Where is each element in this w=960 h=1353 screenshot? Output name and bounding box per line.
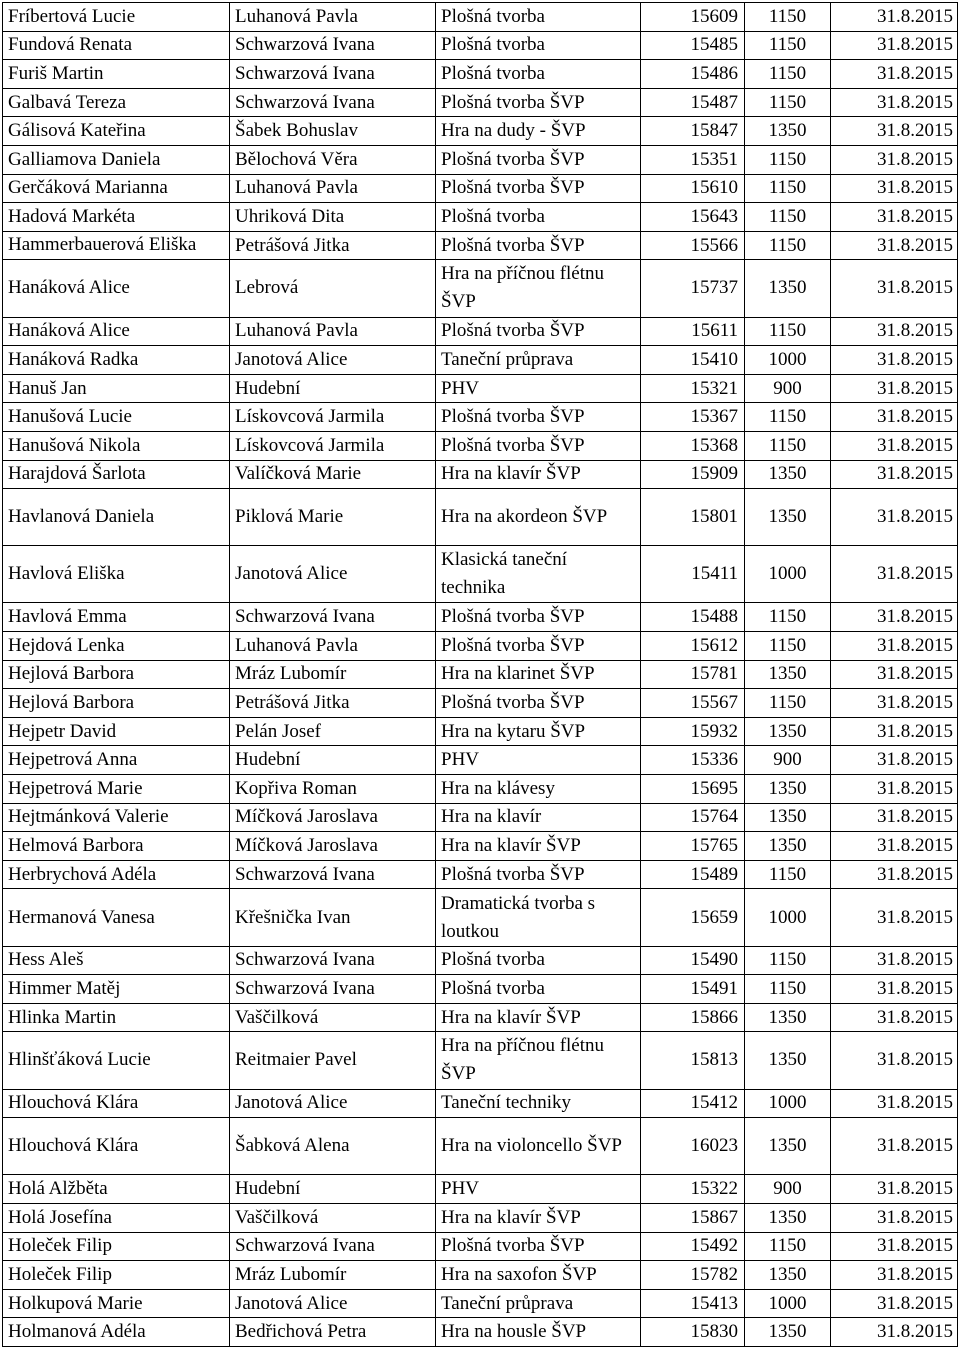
teacher-cell: Šabková Alena [230, 1118, 436, 1175]
code-cell: 15487 [641, 88, 745, 117]
subject-cell: Hra na akordeon ŠVP [436, 489, 641, 546]
teacher-cell: Schwarzová Ivana [230, 946, 436, 975]
teacher-cell: Schwarzová Ivana [230, 31, 436, 60]
date-cell: 31.8.2015 [831, 975, 958, 1004]
subject-cell: Plošná tvorba [436, 31, 641, 60]
code-cell: 15367 [641, 403, 745, 432]
date-cell: 31.8.2015 [831, 1289, 958, 1318]
table-row [3, 88, 958, 117]
amount-cell: 1150 [745, 317, 831, 346]
date-cell: 31.8.2015 [831, 260, 958, 317]
teacher-cell: Luhanová Pavla [230, 3, 436, 32]
student-name-cell: Gálisová Kateřina [3, 117, 230, 146]
student-name-cell: Hanáková Alice [3, 260, 230, 317]
amount-cell: 1150 [745, 403, 831, 432]
enrollment-table [2, 2, 958, 1347]
student-name-cell: Fundová Renata [3, 31, 230, 60]
code-cell: 16023 [641, 1118, 745, 1175]
amount-cell: 1150 [745, 860, 831, 889]
teacher-cell: Schwarzová Ivana [230, 60, 436, 89]
amount-cell: 1150 [745, 174, 831, 203]
teacher-cell: Hudební [230, 746, 436, 775]
code-cell: 15368 [641, 431, 745, 460]
date-cell: 31.8.2015 [831, 803, 958, 832]
code-cell: 15321 [641, 374, 745, 403]
code-cell: 15643 [641, 203, 745, 232]
amount-cell: 1350 [745, 775, 831, 804]
code-cell: 15764 [641, 803, 745, 832]
teacher-cell: Valíčková Marie [230, 460, 436, 489]
code-cell: 15566 [641, 231, 745, 260]
subject-cell: PHV [436, 374, 641, 403]
amount-cell: 1350 [745, 1032, 831, 1089]
amount-cell: 1350 [745, 1003, 831, 1032]
code-cell: 15610 [641, 174, 745, 203]
amount-cell: 1150 [745, 60, 831, 89]
table-row [3, 1289, 958, 1318]
date-cell: 31.8.2015 [831, 889, 958, 946]
table-row [3, 117, 958, 146]
student-name-cell: Havlová Emma [3, 603, 230, 632]
table-row [3, 145, 958, 174]
teacher-cell: Janotová Alice [230, 346, 436, 375]
date-cell: 31.8.2015 [831, 1089, 958, 1118]
amount-cell: 1150 [745, 603, 831, 632]
teacher-cell: Vaščilková [230, 1203, 436, 1232]
amount-cell: 1350 [745, 117, 831, 146]
code-cell: 15782 [641, 1261, 745, 1290]
teacher-cell: Lískovcová Jarmila [230, 431, 436, 460]
code-cell: 15410 [641, 346, 745, 375]
code-cell: 15847 [641, 117, 745, 146]
table-row [3, 1232, 958, 1261]
student-name-cell: Hejdová Lenka [3, 632, 230, 661]
subject-cell: Hra na klavír ŠVP [436, 1003, 641, 1032]
teacher-cell: Uhriková Dita [230, 203, 436, 232]
table-row [3, 60, 958, 89]
subject-cell: Plošná tvorba ŠVP [436, 317, 641, 346]
teacher-cell: Kopřiva Roman [230, 775, 436, 804]
date-cell: 31.8.2015 [831, 31, 958, 60]
table-row [3, 1175, 958, 1204]
table-row [3, 689, 958, 718]
table-row [3, 1261, 958, 1290]
student-name-cell: Hanuš Jan [3, 374, 230, 403]
table-row [3, 3, 958, 32]
subject-cell: Plošná tvorba [436, 946, 641, 975]
student-name-cell: Hanušová Lucie [3, 403, 230, 432]
date-cell: 31.8.2015 [831, 1118, 958, 1175]
student-name-cell: Hammerbauerová Eliška [3, 231, 230, 260]
date-cell: 31.8.2015 [831, 145, 958, 174]
date-cell: 31.8.2015 [831, 689, 958, 718]
student-name-cell: Holá Josefína [3, 1203, 230, 1232]
code-cell: 15612 [641, 632, 745, 661]
student-name-cell: Hanáková Alice [3, 317, 230, 346]
student-name-cell: Hadová Markéta [3, 203, 230, 232]
table-row [3, 1089, 958, 1118]
teacher-cell: Hudební [230, 374, 436, 403]
teacher-cell: Luhanová Pavla [230, 317, 436, 346]
date-cell: 31.8.2015 [831, 231, 958, 260]
amount-cell: 1350 [745, 1203, 831, 1232]
table-row [3, 632, 958, 661]
table-row [3, 1003, 958, 1032]
teacher-cell: Mráz Lubomír [230, 1261, 436, 1290]
student-name-cell: Hejpetrová Anna [3, 746, 230, 775]
date-cell: 31.8.2015 [831, 117, 958, 146]
date-cell: 31.8.2015 [831, 431, 958, 460]
subject-cell: Hra na violoncello ŠVP [436, 1118, 641, 1175]
code-cell: 15322 [641, 1175, 745, 1204]
teacher-cell: Mráz Lubomír [230, 660, 436, 689]
code-cell: 15486 [641, 60, 745, 89]
subject-cell: Hra na kytaru ŠVP [436, 717, 641, 746]
amount-cell: 1350 [745, 660, 831, 689]
student-name-cell: Hermanová Vanesa [3, 889, 230, 946]
code-cell: 15801 [641, 489, 745, 546]
date-cell: 31.8.2015 [831, 374, 958, 403]
code-cell: 15490 [641, 946, 745, 975]
teacher-cell: Petrášová Jitka [230, 231, 436, 260]
subject-cell: PHV [436, 746, 641, 775]
amount-cell: 1000 [745, 1089, 831, 1118]
subject-cell: Plošná tvorba [436, 3, 641, 32]
teacher-cell: Schwarzová Ivana [230, 603, 436, 632]
student-name-cell: Holmanová Adéla [3, 1318, 230, 1347]
subject-cell: PHV [436, 1175, 641, 1204]
subject-cell: Hra na příčnou flétnu ŠVP [436, 1032, 641, 1089]
table-row [3, 260, 958, 317]
amount-cell: 1150 [745, 145, 831, 174]
teacher-cell: Vaščilková [230, 1003, 436, 1032]
teacher-cell: Janotová Alice [230, 546, 436, 603]
date-cell: 31.8.2015 [831, 203, 958, 232]
table-row [3, 603, 958, 632]
code-cell: 15488 [641, 603, 745, 632]
amount-cell: 1150 [745, 946, 831, 975]
student-name-cell: Furiš Martin [3, 60, 230, 89]
student-name-cell: Hlouchová Klára [3, 1089, 230, 1118]
student-name-cell: Holá Alžběta [3, 1175, 230, 1204]
table-row [3, 546, 958, 603]
code-cell: 15611 [641, 317, 745, 346]
amount-cell: 1000 [745, 346, 831, 375]
date-cell: 31.8.2015 [831, 317, 958, 346]
date-cell: 31.8.2015 [831, 403, 958, 432]
date-cell: 31.8.2015 [831, 632, 958, 661]
amount-cell: 900 [745, 374, 831, 403]
amount-cell: 1350 [745, 1261, 831, 1290]
student-name-cell: Hejpetrová Marie [3, 775, 230, 804]
student-name-cell: Hlinšťáková Lucie [3, 1032, 230, 1089]
subject-cell: Dramatická tvorba s loutkou [436, 889, 641, 946]
subject-cell: Plošná tvorba ŠVP [436, 860, 641, 889]
amount-cell: 1350 [745, 803, 831, 832]
table-row [3, 775, 958, 804]
table-row [3, 975, 958, 1004]
student-name-cell: Hanáková Radka [3, 346, 230, 375]
subject-cell: Plošná tvorba ŠVP [436, 603, 641, 632]
table-row [3, 946, 958, 975]
amount-cell: 1150 [745, 1232, 831, 1261]
subject-cell: Hra na klávesy [436, 775, 641, 804]
amount-cell: 900 [745, 1175, 831, 1204]
student-name-cell: Himmer Matěj [3, 975, 230, 1004]
table-row [3, 317, 958, 346]
table-row [3, 460, 958, 489]
amount-cell: 1000 [745, 1289, 831, 1318]
teacher-cell: Schwarzová Ivana [230, 1232, 436, 1261]
subject-cell: Hra na příčnou flétnu ŠVP [436, 260, 641, 317]
date-cell: 31.8.2015 [831, 1175, 958, 1204]
amount-cell: 1150 [745, 689, 831, 718]
code-cell: 15336 [641, 746, 745, 775]
subject-cell: Plošná tvorba ŠVP [436, 1232, 641, 1261]
amount-cell: 1350 [745, 717, 831, 746]
student-name-cell: Galliamova Daniela [3, 145, 230, 174]
table-row [3, 403, 958, 432]
amount-cell: 1350 [745, 489, 831, 546]
table-body [3, 3, 958, 1347]
teacher-cell: Pelán Josef [230, 717, 436, 746]
student-name-cell: Hejtmánková Valerie [3, 803, 230, 832]
table-row [3, 746, 958, 775]
teacher-cell: Schwarzová Ivana [230, 860, 436, 889]
amount-cell: 900 [745, 746, 831, 775]
subject-cell: Plošná tvorba ŠVP [436, 689, 641, 718]
table-row [3, 231, 958, 260]
student-name-cell: Havlanová Daniela [3, 489, 230, 546]
amount-cell: 1350 [745, 1118, 831, 1175]
student-name-cell: Hlinka Martin [3, 1003, 230, 1032]
subject-cell: Plošná tvorba [436, 60, 641, 89]
student-name-cell: Holeček Filip [3, 1261, 230, 1290]
date-cell: 31.8.2015 [831, 1003, 958, 1032]
code-cell: 15932 [641, 717, 745, 746]
subject-cell: Taneční techniky [436, 1089, 641, 1118]
subject-cell: Klasická taneční technika [436, 546, 641, 603]
student-name-cell: Fríbertová Lucie [3, 3, 230, 32]
student-name-cell: Hejpetr David [3, 717, 230, 746]
student-name-cell: Havlová Eliška [3, 546, 230, 603]
student-name-cell: Holeček Filip [3, 1232, 230, 1261]
teacher-cell: Míčková Jaroslava [230, 803, 436, 832]
amount-cell: 1150 [745, 3, 831, 32]
code-cell: 15413 [641, 1289, 745, 1318]
teacher-cell: Reitmaier Pavel [230, 1032, 436, 1089]
subject-cell: Hra na klavír [436, 803, 641, 832]
subject-cell: Plošná tvorba ŠVP [436, 174, 641, 203]
student-name-cell: Helmová Barbora [3, 832, 230, 861]
code-cell: 15412 [641, 1089, 745, 1118]
table-row [3, 431, 958, 460]
code-cell: 15411 [641, 546, 745, 603]
subject-cell: Hra na housle ŠVP [436, 1318, 641, 1347]
date-cell: 31.8.2015 [831, 775, 958, 804]
amount-cell: 1150 [745, 203, 831, 232]
teacher-cell: Bělochová Věra [230, 145, 436, 174]
date-cell: 31.8.2015 [831, 3, 958, 32]
date-cell: 31.8.2015 [831, 717, 958, 746]
code-cell: 15492 [641, 1232, 745, 1261]
amount-cell: 1150 [745, 231, 831, 260]
amount-cell: 1000 [745, 546, 831, 603]
code-cell: 15485 [641, 31, 745, 60]
student-name-cell: Holkupová Marie [3, 1289, 230, 1318]
amount-cell: 1350 [745, 1318, 831, 1347]
date-cell: 31.8.2015 [831, 946, 958, 975]
amount-cell: 1150 [745, 975, 831, 1004]
table-row [3, 489, 958, 546]
code-cell: 15737 [641, 260, 745, 317]
code-cell: 15695 [641, 775, 745, 804]
amount-cell: 1000 [745, 889, 831, 946]
date-cell: 31.8.2015 [831, 660, 958, 689]
table-row [3, 832, 958, 861]
date-cell: 31.8.2015 [831, 1261, 958, 1290]
teacher-cell: Janotová Alice [230, 1089, 436, 1118]
subject-cell: Taneční průprava [436, 1289, 641, 1318]
amount-cell: 1350 [745, 260, 831, 317]
amount-cell: 1150 [745, 31, 831, 60]
teacher-cell: Piklová Marie [230, 489, 436, 546]
date-cell: 31.8.2015 [831, 603, 958, 632]
date-cell: 31.8.2015 [831, 860, 958, 889]
code-cell: 15867 [641, 1203, 745, 1232]
date-cell: 31.8.2015 [831, 1032, 958, 1089]
table-row [3, 660, 958, 689]
student-name-cell: Galbavá Tereza [3, 88, 230, 117]
teacher-cell: Šabek Bohuslav [230, 117, 436, 146]
subject-cell: Hra na klarinet ŠVP [436, 660, 641, 689]
code-cell: 15489 [641, 860, 745, 889]
subject-cell: Taneční průprava [436, 346, 641, 375]
subject-cell: Plošná tvorba [436, 203, 641, 232]
teacher-cell: Schwarzová Ivana [230, 88, 436, 117]
date-cell: 31.8.2015 [831, 346, 958, 375]
student-name-cell: Hanušová Nikola [3, 431, 230, 460]
student-name-cell: Gerčáková Marianna [3, 174, 230, 203]
table-row [3, 203, 958, 232]
subject-cell: Plošná tvorba ŠVP [436, 88, 641, 117]
code-cell: 15765 [641, 832, 745, 861]
teacher-cell: Křešnička Ivan [230, 889, 436, 946]
student-name-cell: Herbrychová Adéla [3, 860, 230, 889]
teacher-cell: Schwarzová Ivana [230, 975, 436, 1004]
amount-cell: 1350 [745, 460, 831, 489]
teacher-cell: Luhanová Pavla [230, 632, 436, 661]
date-cell: 31.8.2015 [831, 546, 958, 603]
code-cell: 15866 [641, 1003, 745, 1032]
student-name-cell: Hess Aleš [3, 946, 230, 975]
subject-cell: Hra na saxofon ŠVP [436, 1261, 641, 1290]
code-cell: 15909 [641, 460, 745, 489]
subject-cell: Hra na dudy - ŠVP [436, 117, 641, 146]
code-cell: 15609 [641, 3, 745, 32]
code-cell: 15567 [641, 689, 745, 718]
table-row [3, 889, 958, 946]
student-name-cell: Hlouchová Klára [3, 1118, 230, 1175]
date-cell: 31.8.2015 [831, 60, 958, 89]
amount-cell: 1150 [745, 632, 831, 661]
subject-cell: Plošná tvorba ŠVP [436, 431, 641, 460]
subject-cell: Plošná tvorba ŠVP [436, 231, 641, 260]
teacher-cell: Lískovcová Jarmila [230, 403, 436, 432]
student-name-cell: Hejlová Barbora [3, 660, 230, 689]
table-row [3, 346, 958, 375]
teacher-cell: Míčková Jaroslava [230, 832, 436, 861]
teacher-cell: Petrášová Jitka [230, 689, 436, 718]
table-row [3, 174, 958, 203]
date-cell: 31.8.2015 [831, 489, 958, 546]
amount-cell: 1350 [745, 832, 831, 861]
date-cell: 31.8.2015 [831, 1232, 958, 1261]
teacher-cell: Luhanová Pavla [230, 174, 436, 203]
subject-cell: Hra na klavír ŠVP [436, 460, 641, 489]
subject-cell: Hra na klavír ŠVP [436, 832, 641, 861]
code-cell: 15351 [641, 145, 745, 174]
table-row [3, 1318, 958, 1347]
subject-cell: Plošná tvorba [436, 975, 641, 1004]
student-name-cell: Harajdová Šarlota [3, 460, 230, 489]
teacher-cell: Lebrová [230, 260, 436, 317]
table-row [3, 803, 958, 832]
code-cell: 15830 [641, 1318, 745, 1347]
teacher-cell: Bedřichová Petra [230, 1318, 436, 1347]
date-cell: 31.8.2015 [831, 174, 958, 203]
date-cell: 31.8.2015 [831, 1203, 958, 1232]
date-cell: 31.8.2015 [831, 746, 958, 775]
table-row [3, 860, 958, 889]
table-row [3, 374, 958, 403]
code-cell: 15781 [641, 660, 745, 689]
date-cell: 31.8.2015 [831, 88, 958, 117]
subject-cell: Plošná tvorba ŠVP [436, 632, 641, 661]
date-cell: 31.8.2015 [831, 460, 958, 489]
table-row [3, 1203, 958, 1232]
student-name-cell: Hejlová Barbora [3, 689, 230, 718]
date-cell: 31.8.2015 [831, 832, 958, 861]
table-row [3, 1118, 958, 1175]
table-row [3, 31, 958, 60]
teacher-cell: Janotová Alice [230, 1289, 436, 1318]
subject-cell: Plošná tvorba ŠVP [436, 403, 641, 432]
subject-cell: Plošná tvorba ŠVP [436, 145, 641, 174]
code-cell: 15491 [641, 975, 745, 1004]
teacher-cell: Hudební [230, 1175, 436, 1204]
code-cell: 15659 [641, 889, 745, 946]
code-cell: 15813 [641, 1032, 745, 1089]
amount-cell: 1150 [745, 431, 831, 460]
table-row [3, 717, 958, 746]
amount-cell: 1150 [745, 88, 831, 117]
table-row [3, 1032, 958, 1089]
subject-cell: Hra na klavír ŠVP [436, 1203, 641, 1232]
date-cell: 31.8.2015 [831, 1318, 958, 1347]
